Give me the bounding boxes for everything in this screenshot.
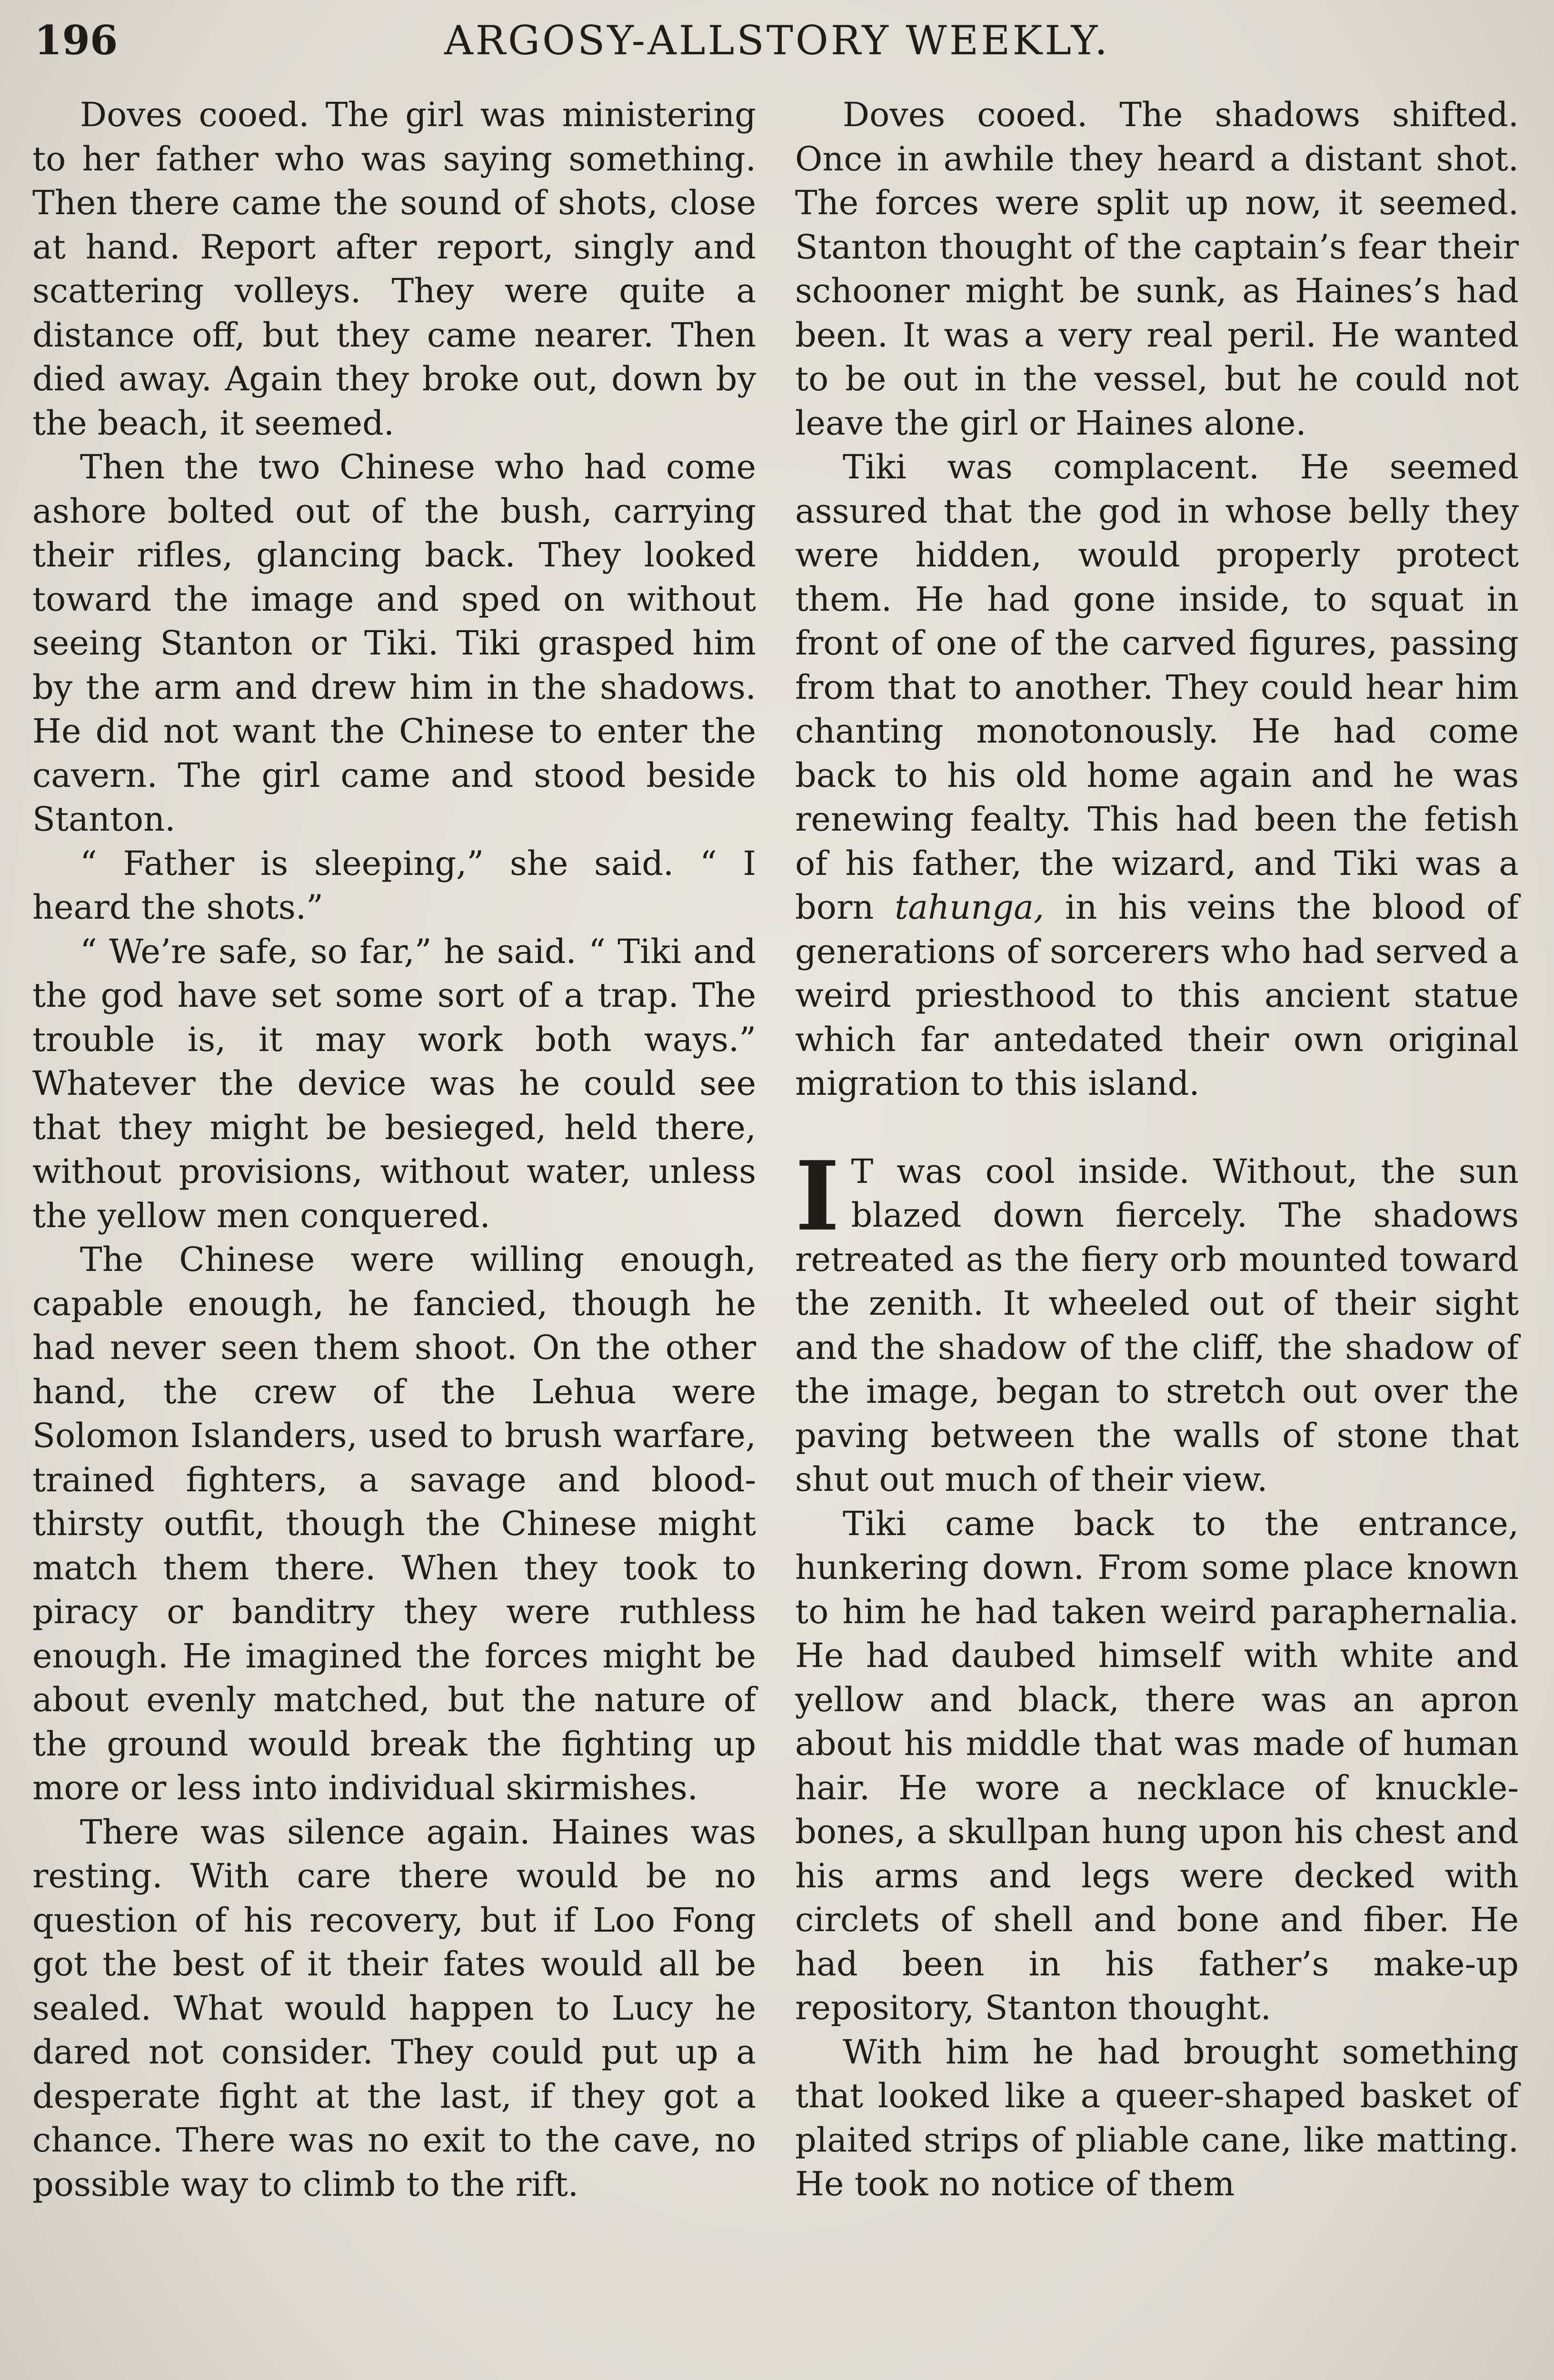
section-break <box>795 1106 1519 1150</box>
paragraph: “ Father is sleeping,” she said. “ I heard the shots.” <box>32 843 756 927</box>
running-title: ARGOSY-ALLSTORY WEEKLY. <box>444 17 1110 64</box>
dropcap-paragraph <box>795 1140 1519 1502</box>
left-column <box>32 93 756 2206</box>
paragraph: Then the two Chinese who had come ashore bolted out of the bush, carrying their rifles, glancing back. They looked toward the image and sped on without seeing Stanton or Tiki. Tiki grasped him by the arm and drew him in the shadows. He did not want the Chinese to enter the cavern. The girl came and stood beside Stanton. <box>32 447 756 839</box>
paragraph: “ We’re safe, so far,” he said. “ Tiki and the god have set some sort of a trap. The trouble is, it may work both ways.” Whatever the device was he could see that they might be besieged, held there, without provisions, without water, unless the yellow men conquered. <box>32 932 756 1235</box>
paragraph: With him he had brought something that looked like a queer-shaped basket of plaited strips of pliable cane, like matting. He took no notice of them <box>795 2032 1519 2203</box>
paragraph-text: T was cool inside. Without, the sun blazed down fiercely. The shadows retreated as the fiery orb mounted toward the zenith. It wheeled out of their sight and the shadow of the cliff, the shadow of the image, began to stretch out over the paving between the walls of stone that shut out much of their view. <box>795 1151 1519 1499</box>
paragraph-text: in his veins the blood of generations of sorcerers who had served a weird priesthood to this ancient statue which far antedated their own original migration to this island. <box>795 888 1519 1103</box>
paragraph-text: Tiki was complacent. He seemed assured that the god in whose belly they were hidden, would properly protect them. He had gone inside, to squat in front of one of the carved figures, passing from that to another. They could hear him chanting monotonously. He had come back to his old home again and he was renewing fealty. This had been the fetish of his father, the wizard, and Tiki was a born <box>795 447 1519 927</box>
paragraph: There was silence again. Haines was resting. With care there would be no question of his recovery, but if Loo Fong got the best of it their fates would all be sealed. What would happen to Lucy he dared not consider. They could put up a desperate fight at the last, if they got a chance. There was no exit to the cave, no possible way to climb to the rift. <box>32 1812 756 2204</box>
page-number: 196 <box>34 17 118 64</box>
paragraph: Doves cooed. The shadows shifted. Once in awhile they heard a distant shot. The forces were split up now, it seemed. Stanton thought of the captain’s fear their schooner might be sunk, as Haines’s had been. It was a very real peril. He wanted to be out in the vessel, but he could not leave the girl or Haines alone. <box>795 95 1519 443</box>
italic-term: tahunga, <box>895 888 1045 927</box>
paragraph <box>795 445 1519 1106</box>
paragraph: Tiki came back to the entrance, hunkering down. From some place known to him he had taken weird paraphernalia. He had daubed himself with white and yellow and black, there was an apron about his middle that was made of human hair. He wore a necklace of knuckle-bones, a skullpan hung upon his chest and his arms and legs were decked with circlets of shell and bone and fiber. He had been in his father’s make-up repository, Stanton thought. <box>795 1504 1519 2027</box>
drop-cap: I <box>795 1140 840 1252</box>
paragraph: The Chinese were willing enough, capable enough, he fancied, though he had never seen them shoot. On the other hand, the crew of the Lehua were Solomon Islanders, used to brush warfare, trained fighters, a savage and blood-thirsty outfit, though the Chinese might match them there. When they took to piracy or banditry they were ruthless enough. He imagined the forces might be about evenly matched, but the nature of the ground would break the fighting up more or less into individual skirmishes. <box>32 1240 756 1807</box>
page-header <box>34 14 1520 67</box>
paragraph: Doves cooed. The girl was ministering to her father who was saying something. Then there came the sound of shots, close at hand. Report after report, singly and scattering volleys. They were quite a distance off, but they came nearer. Then died away. Again they broke out, down by the beach, it seemed. <box>32 95 756 443</box>
right-column <box>795 93 1519 2206</box>
